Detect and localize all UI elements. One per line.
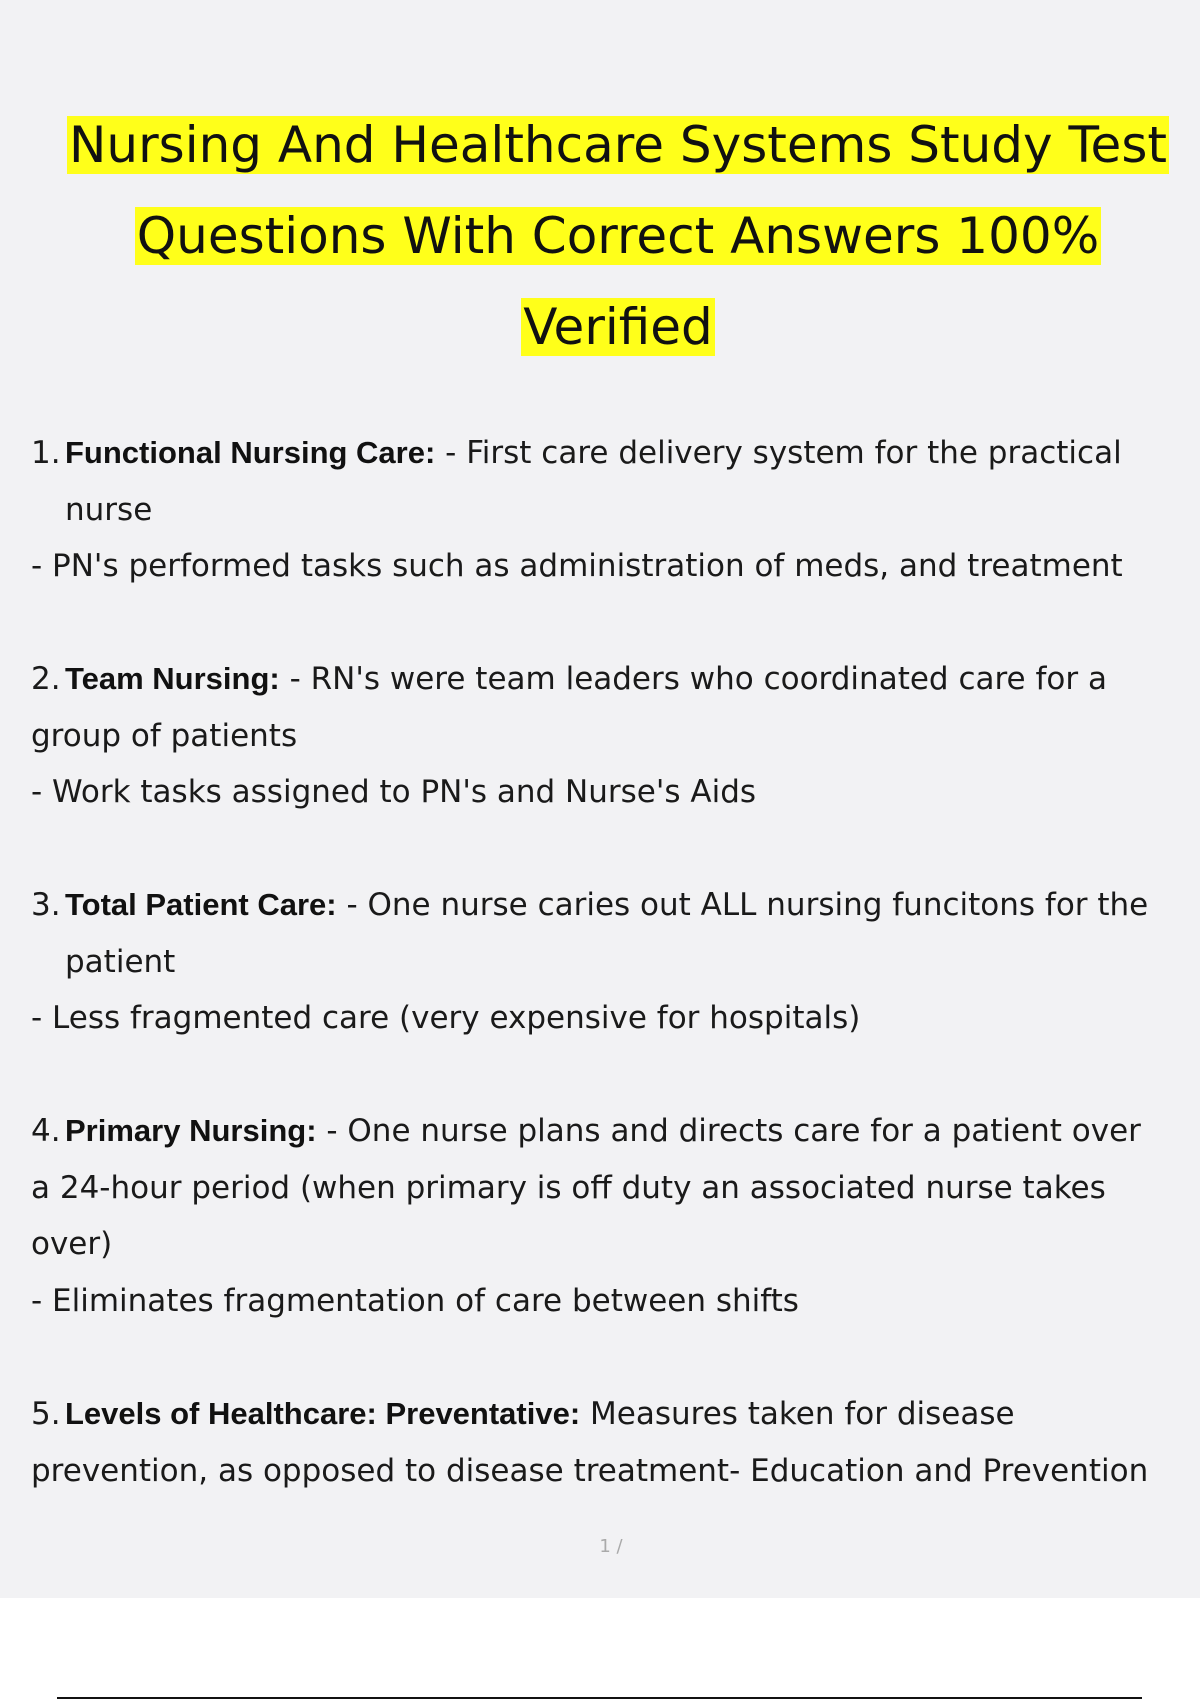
answer-detail: - Eliminates fragmentation of care between shifts bbox=[31, 1282, 799, 1319]
answer-continuation: a 24-hour period (when primary is off duty an associated nurse takes bbox=[31, 1169, 1106, 1206]
answer-detail: - PN's performed tasks such as administration of meds, and treatment bbox=[31, 548, 1123, 584]
answer-continuation: nurse bbox=[65, 491, 153, 528]
question-number: 3. bbox=[31, 887, 61, 923]
question-3 bbox=[31, 877, 1200, 1047]
title-line-3: Verified bbox=[523, 298, 713, 356]
answer-continuation: patient bbox=[65, 943, 176, 980]
question-term: Team Nursing: bbox=[65, 661, 280, 696]
question-number: 4. bbox=[31, 1113, 61, 1149]
bottom-divider bbox=[57, 1697, 1142, 1699]
answer-text: - One nurse plans and directs care for a patient over bbox=[316, 1113, 1141, 1149]
question-number: 1. bbox=[31, 435, 61, 471]
document-title bbox=[0, 100, 1200, 373]
answer-detail: - Less fragmented care (very expensive for hospitals) bbox=[31, 1000, 861, 1036]
title-line-2: Questions With Correct Answers 100% bbox=[136, 207, 1100, 265]
answer-text: - RN's were team leaders who coordinated care for a bbox=[279, 661, 1107, 697]
answer-text: - One nurse caries out ALL nursing funcitons for the bbox=[336, 887, 1149, 923]
question-number: 2. bbox=[31, 661, 61, 697]
answer-text: - First care delivery system for the practical bbox=[435, 435, 1122, 471]
question-term: Primary Nursing: bbox=[65, 1113, 317, 1148]
question-1 bbox=[31, 425, 1200, 595]
page-number: 1 / bbox=[599, 1536, 623, 1557]
question-term: Functional Nursing Care: bbox=[65, 435, 436, 470]
question-4 bbox=[31, 1103, 1200, 1329]
question-term: Total Patient Care: bbox=[65, 887, 337, 922]
answer-detail: - Work tasks assigned to PN's and Nurse's Aids bbox=[31, 774, 757, 810]
answer-text: Measures taken for disease bbox=[580, 1396, 1015, 1432]
answer-continuation: prevention, as opposed to disease treatment- Education and Prevention bbox=[31, 1452, 1149, 1489]
answer-continuation: group of patients bbox=[31, 717, 298, 754]
question-number: 5. bbox=[31, 1396, 61, 1432]
question-5 bbox=[31, 1386, 1200, 1499]
question-term: Levels of Healthcare: Preventative: bbox=[65, 1396, 581, 1431]
answer-continuation-2: over) bbox=[31, 1226, 113, 1262]
title-line-1: Nursing And Healthcare Systems Study Test bbox=[69, 116, 1167, 174]
question-2 bbox=[31, 651, 1200, 821]
